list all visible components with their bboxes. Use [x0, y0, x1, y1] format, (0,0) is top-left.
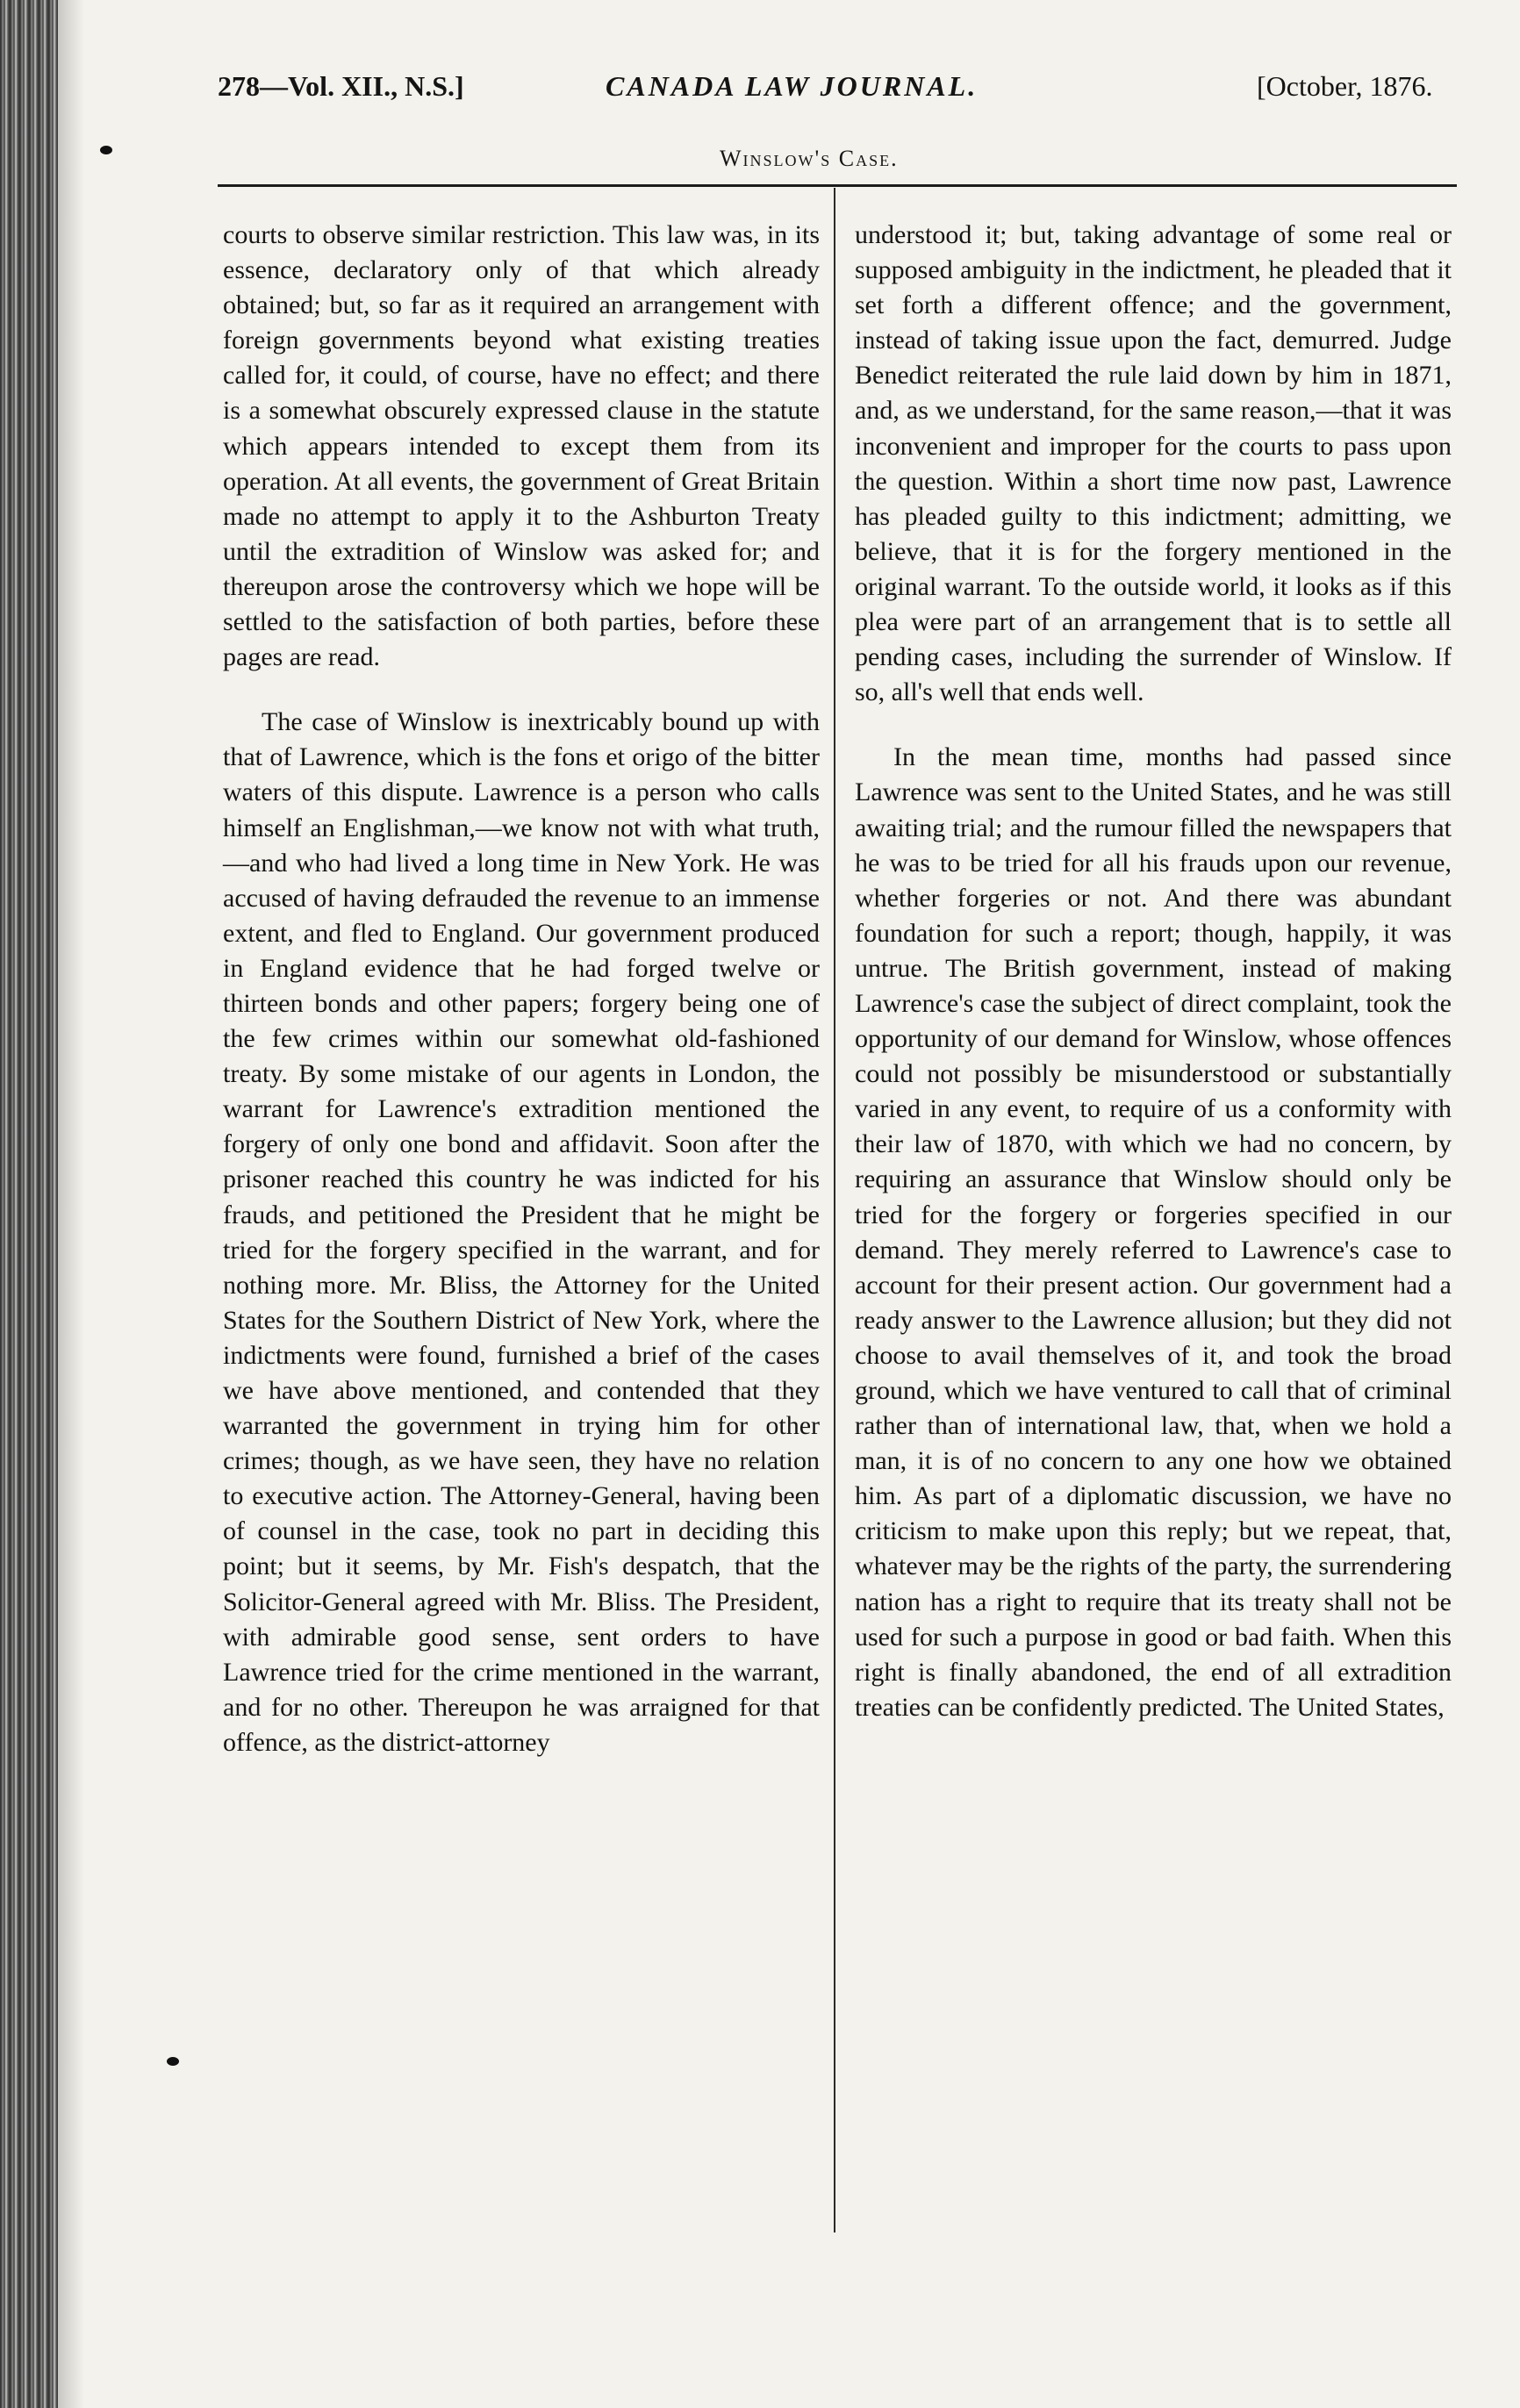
left-paragraph-1: courts to observe similar restriction. This law was, in its essence, declaratory only of that which already obtained; but, so far as it required an arrangement with foreign governments beyond what existing treaties called for, it could, of course, have no effect; and there is a somewhat obscurely expressed clause in the statute which appears intended to except them from its operation. At all events, the government of Great Britain made no attempt to apply it to the Ashburton Treaty until the extradition of Winslow was asked for; and thereupon arose the controversy which we hope will be settled to the satisfaction of both parties, before these pages are read. — [223, 220, 820, 672]
issue-date: [October, 1876. — [1257, 70, 1433, 102]
left-paragraph-2: The case of Winslow is inextricably bound up with that of Lawrence, which is the fons et origo of the bitter waters of this dispute. Lawrence is a person who calls himself an Englishman,—we know not with what truth,—and who had lived a long time in New York. He was accused of having defrauded the revenue to an immense extent, and fled to England. Our government produced in England evidence that he had forged twelve or thirteen bonds and other papers; forgery being one of the few crimes within our somewhat old-fashioned treaty. By some mistake of our agents in London, the warrant for Lawrence's extradition mentioned the forgery of only one bond and affidavit. Soon after the prisoner reached this country he was indicted for his frauds, and petitioned the President that he might be tried for the forgery specified in the warrant, and for nothing more. Mr. Bliss, the Attorney for the United States for the Southern District of New York, where the indictments were found, furnished a brief of the cases we have above mentioned, and contended that they warranted the government in trying him for other crimes; though, as we have seen, they have no relation to executive action. The Attorney-General, having been of counsel in the case, took no part in deciding this point; but it seems, by Mr. Fish's despatch, that the Solicitor-General agreed with Mr. Bliss. The President, with admirable good sense, sent orders to have Lawrence tried for the crime mentioned in the warrant, and for no other. Thereupon he was arraigned for that offence, as the district-attorney — [223, 707, 820, 1757]
header-rule — [218, 184, 1457, 187]
right-paragraph-2: In the mean time, months had passed since Lawrence was sent to the United States, and he was still awaiting trial; and the rumour filled the newspapers that he was to be tried for all his frauds upon our revenue, whether forgeries or not. And there was abundant foundation for such a report; though, happily, it was untrue. The British government, instead of making Lawrence's case the subject of direct complaint, took the opportunity of our demand for Winslow, whose offences could not possibly be misunderstood or substantially varied in any event, to require of us a conformity with their law of 1870, with which we had no concern, by requiring an assurance that Winslow should only be tried for the forgery or forgeries specified in our demand. They merely referred to Lawrence's case to account for their present action. Our government had a ready answer to the Lawrence allusion; but they did not choose to avail themselves of it, and took the broad ground, which we have ventured to call that of criminal rather than of international law, that, when we hold a man, it is of no concern to any one how we obtained him. As part of a diplomatic discussion, we have no criticism to make upon this reply; but we repeat, that, whatever may be the rights of the party, the surrendering nation has a right to require that its treaty shall not be used for such a purpose in good or bad faith. When this right is finally abandoned, the end of all extradition treaties can be confidently predicted. The United States, — [855, 742, 1452, 1722]
page-volume-header: 278—Vol. XII., N.S.] — [218, 70, 464, 102]
left-column — [223, 218, 820, 1760]
right-paragraph-1: understood it; but, taking advantage of some real or supposed ambiguity in the indictment, he pleaded that it set forth a different offence; and the government, instead of taking issue upon the fact, demurred. Judge Benedict reiterated the rule laid down by him in 1871, and, as we understand, for the same reason,—that it was inconvenient and improper for the courts to pass upon the question. Within a short time now past, Lawrence has pleaded guilty to this indictment; admitting, we believe, that it is for the forgery mentioned in the original warrant. To the outside world, it looks as if this plea were part of an arrangement that is to settle all pending cases, including the surrender of Winslow. If so, all's well that ends well. — [855, 220, 1452, 707]
ink-blot-mark — [167, 2057, 179, 2066]
ink-blot-mark — [100, 146, 112, 154]
right-column — [855, 218, 1452, 1725]
column-divider — [834, 188, 835, 2232]
journal-title: CANADA LAW JOURNAL. — [606, 70, 979, 102]
article-running-title: Winslow's Case. — [720, 146, 899, 171]
